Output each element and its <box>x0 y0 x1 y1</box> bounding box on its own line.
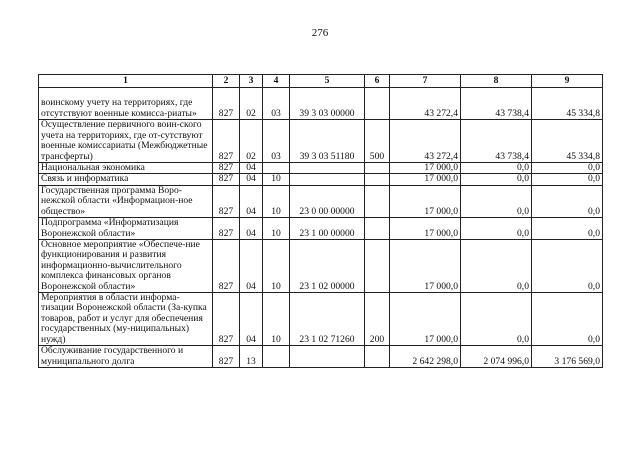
page-number: 276 <box>311 27 329 39</box>
amount-year-1: 43 272,4 <box>390 88 461 120</box>
expense-type-code <box>365 163 390 174</box>
table-row <box>39 218 603 240</box>
ministry-code: 827 <box>213 218 240 240</box>
expense-type-code <box>365 174 390 185</box>
subsection-code: 10 <box>263 174 290 185</box>
table-row <box>39 174 603 185</box>
target-article-code: 23 0 00 00000 <box>290 185 365 217</box>
ministry-code: 827 <box>213 240 240 293</box>
header-row <box>39 75 603 88</box>
table-row <box>39 346 603 368</box>
amount-year-3: 0,0 <box>532 163 603 174</box>
section-code: 13 <box>240 346 263 368</box>
ministry-code: 827 <box>213 174 240 185</box>
amount-year-1: 17 000,0 <box>390 163 461 174</box>
amount-year-3: 45 334,8 <box>532 120 603 163</box>
amount-year-2: 43 738,4 <box>461 120 532 163</box>
amount-year-2: 43 738,4 <box>461 88 532 120</box>
row-name: Национальная экономика <box>39 163 213 174</box>
target-article-code: 23 1 02 71260 <box>290 293 365 346</box>
row-name: Связь и информатика <box>39 174 213 185</box>
expense-type-code: 500 <box>365 120 390 163</box>
section-code: 04 <box>240 218 263 240</box>
section-code: 04 <box>240 174 263 185</box>
ministry-code: 827 <box>213 185 240 217</box>
amount-year-3: 0,0 <box>532 293 603 346</box>
column-header: 2 <box>213 75 240 88</box>
ministry-code: 827 <box>213 293 240 346</box>
ministry-code: 827 <box>213 163 240 174</box>
amount-year-1: 17 000,0 <box>390 293 461 346</box>
amount-year-1: 43 272,4 <box>390 120 461 163</box>
column-header: 6 <box>365 75 390 88</box>
subsection-code: 10 <box>263 185 290 217</box>
subsection-code: 03 <box>263 88 290 120</box>
subsection-code <box>263 346 290 368</box>
row-name: Подпрограмма «Информатизация Воронежской области» <box>39 218 213 240</box>
ministry-code: 827 <box>213 346 240 368</box>
amount-year-1: 17 000,0 <box>390 240 461 293</box>
table-row <box>39 293 603 346</box>
amount-year-1: 17 000,0 <box>390 185 461 217</box>
amount-year-3: 0,0 <box>532 218 603 240</box>
amount-year-1: 17 000,0 <box>390 174 461 185</box>
amount-year-2: 0,0 <box>461 240 532 293</box>
amount-year-3: 0,0 <box>532 185 603 217</box>
target-article-code <box>290 346 365 368</box>
amount-year-1: 2 642 298,0 <box>390 346 461 368</box>
subsection-code: 10 <box>263 240 290 293</box>
column-header: 1 <box>39 75 213 88</box>
amount-year-3: 0,0 <box>532 240 603 293</box>
amount-year-2: 0,0 <box>461 293 532 346</box>
amount-year-2: 2 074 996,0 <box>461 346 532 368</box>
target-article-code: 23 1 02 00000 <box>290 240 365 293</box>
section-code: 04 <box>240 293 263 346</box>
row-name: воинскому учету на территориях, где отсутствуют военные комисса-риаты» <box>39 88 213 120</box>
budget-table <box>38 74 603 368</box>
section-code: 02 <box>240 88 263 120</box>
target-article-code <box>290 174 365 185</box>
row-name: Обслуживание государственного и муниципального долга <box>39 346 213 368</box>
subsection-code: 10 <box>263 218 290 240</box>
table-row <box>39 163 603 174</box>
amount-year-1: 17 000,0 <box>390 218 461 240</box>
section-code: 04 <box>240 163 263 174</box>
row-name: Государственная программа Воро-нежской области «Информацион-ное общество» <box>39 185 213 217</box>
table-row <box>39 185 603 217</box>
target-article-code: 23 1 00 00000 <box>290 218 365 240</box>
ministry-code: 827 <box>213 88 240 120</box>
table-row <box>39 120 603 163</box>
amount-year-2: 0,0 <box>461 185 532 217</box>
column-header: 8 <box>461 75 532 88</box>
section-code: 04 <box>240 240 263 293</box>
amount-year-2: 0,0 <box>461 174 532 185</box>
expense-type-code <box>365 218 390 240</box>
amount-year-3: 45 334,8 <box>532 88 603 120</box>
subsection-code: 03 <box>263 120 290 163</box>
amount-year-3: 0,0 <box>532 174 603 185</box>
amount-year-2: 0,0 <box>461 163 532 174</box>
row-name: Осуществление первичного воин-ского учета на территориях, где от-сутствуют военные комиссариаты (Межбюджетные трансферты) <box>39 120 213 163</box>
row-name: Основное мероприятие «Обеспече-ние функционирования и развития информационно-вычислительного комплекса финансовых органов Воронежской области» <box>39 240 213 293</box>
subsection-code: 10 <box>263 293 290 346</box>
column-header: 9 <box>532 75 603 88</box>
column-header: 5 <box>290 75 365 88</box>
expense-type-code <box>365 346 390 368</box>
column-header: 7 <box>390 75 461 88</box>
row-name: Мероприятия в области информа-тизации Воронежской области (За-купка товаров, работ и услуг для обеспечения государственных (му-ниципальных) нужд) <box>39 293 213 346</box>
expense-type-code <box>365 88 390 120</box>
ministry-code: 827 <box>213 120 240 163</box>
expense-type-code <box>365 185 390 217</box>
amount-year-3: 3 176 569,0 <box>532 346 603 368</box>
target-article-code <box>290 163 365 174</box>
expense-type-code <box>365 240 390 293</box>
section-code: 04 <box>240 185 263 217</box>
table-row <box>39 240 603 293</box>
expense-type-code: 200 <box>365 293 390 346</box>
amount-year-2: 0,0 <box>461 218 532 240</box>
table-row <box>39 88 603 120</box>
column-header: 3 <box>240 75 263 88</box>
column-header: 4 <box>263 75 290 88</box>
section-code: 02 <box>240 120 263 163</box>
target-article-code: 39 3 03 00000 <box>290 88 365 120</box>
target-article-code: 39 3 03 51180 <box>290 120 365 163</box>
subsection-code <box>263 163 290 174</box>
